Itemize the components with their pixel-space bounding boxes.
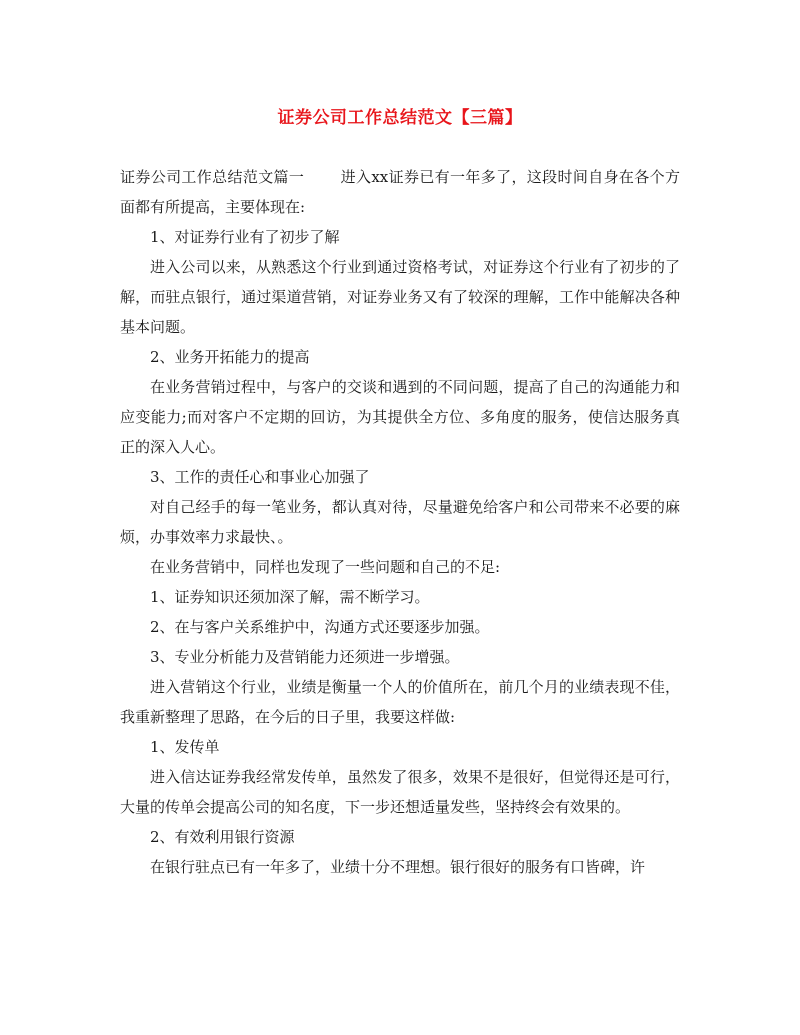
section-heading: 1、发传单 <box>150 738 220 756</box>
body-paragraph: 进入公司以来，从熟悉这个行业到通过资格考试，对证券这个行业有了初步的了解，而驻点银行，通过渠道营销，对证券业务又有了较深的理解，工作中能解决各种基本问题。 <box>120 258 680 336</box>
section-heading: 2、业务开拓能力的提高 <box>150 348 310 366</box>
list-item: 3、专业分析能力及营销能力还须进一步增强。 <box>150 648 460 666</box>
body-paragraph: 进入信达证券我经常发传单，虽然发了很多，效果不是很好，但觉得还是可行，大量的传单会提高公司的知名度，下一步还想适量发些，坚持终会有效果的。 <box>120 768 680 816</box>
section-heading: 3、工作的责任心和事业心加强了 <box>150 468 370 486</box>
body-paragraph: 在业务营销过程中，与客户的交谈和遇到的不同问题，提高了自己的沟通能力和应变能力;而对客户不定期的回访，为其提供全方位、多角度的服务，使信达服务真正的深入人心。 <box>120 378 680 456</box>
body-paragraph: 在银行驻点已有一年多了，业绩十分不理想。银行很好的服务有口皆碑，许 <box>150 858 646 876</box>
lead-label: 证券公司工作总结范文篇一 <box>120 168 305 186</box>
lead-text: 进入xx证券已有一年多了，这段时间自身在各个方面都有所提高，主要体现在: <box>120 168 680 216</box>
document-body <box>120 162 680 882</box>
list-item: 2、在与客户关系维护中，沟通方式还要逐步加强。 <box>150 618 490 636</box>
body-paragraph: 进入营销这个行业，业绩是衡量一个人的价值所在，前几个月的业绩表现不佳，我重新整理了思路，在今后的日子里，我要这样做: <box>120 678 680 726</box>
section-heading: 1、对证券行业有了初步了解 <box>150 228 340 246</box>
body-paragraph: 对自己经手的每一笔业务，都认真对待，尽量避免给客户和公司带来不必要的麻烦，办事效率力求最快、。 <box>120 498 680 546</box>
section-heading: 2、有效利用银行资源 <box>150 828 295 846</box>
document-title: 证券公司工作总结范文【三篇】 <box>277 108 523 128</box>
list-item: 1、证券知识还须加深了解，需不断学习。 <box>150 588 430 606</box>
body-paragraph: 在业务营销中，同样也发现了一些问题和自己的不足: <box>150 558 501 576</box>
lead-paragraph <box>120 162 680 222</box>
